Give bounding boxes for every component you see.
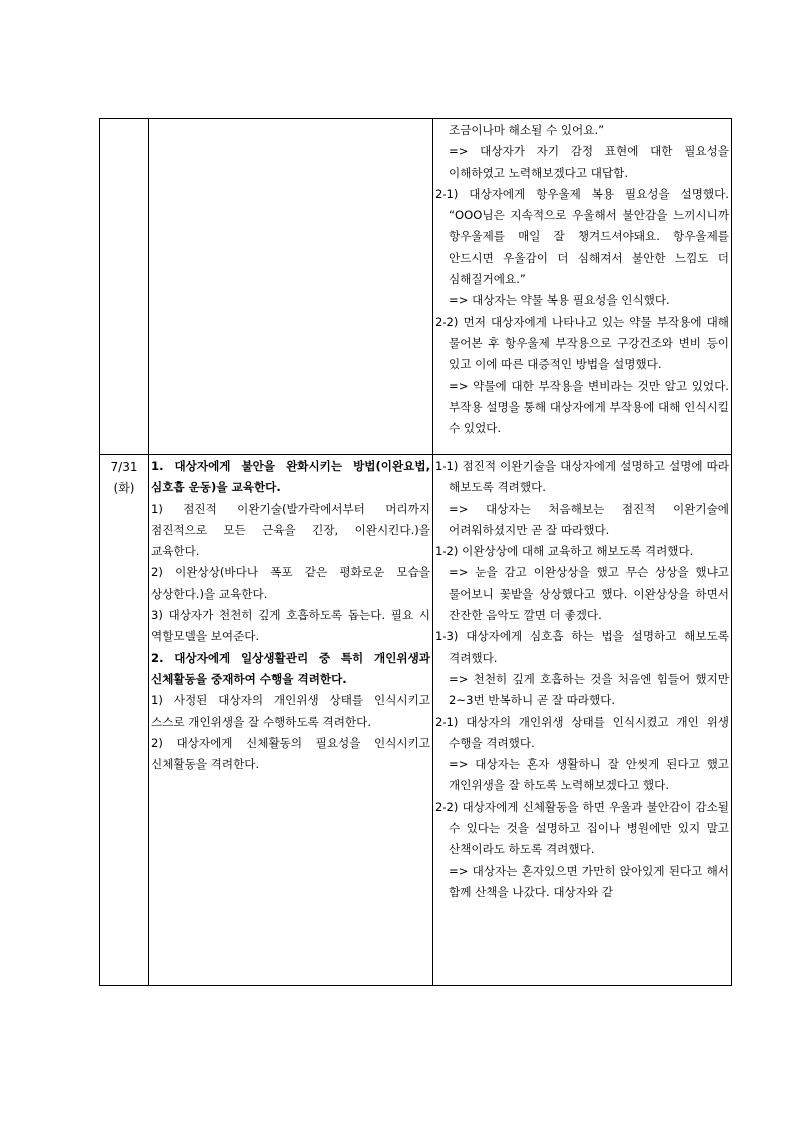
evaluation-cell [433, 455, 732, 986]
evaluation-paragraph: => 약물에 대한 부작용을 변비라는 것만 알고 있었다. 부작용 설명을 통해 대상자에게 부작용에 대해 인식시킬 수 있었다. [449, 378, 729, 436]
evaluation-paragraph: 1-2) 이완상상에 대해 교육하고 해보도록 격려했다. [435, 544, 694, 559]
evaluation-paragraph: 2-2) 먼저 대상자에게 나타나고 있는 약물 부작용에 대해 물어본 후 항우울제 부작용으로 구강건조와 변비 등이 있고 이에 따른 대증적인 방법을 설명했다. [435, 314, 729, 372]
plan-paragraph: 2) 이완상상(바다나 폭포 같은 평화로운 모습을 상상한다.)을 교육한다. [151, 565, 430, 601]
evaluation-paragraph: => 대상자는 처음해보는 점진적 이완기술에 어려워하셨지만 곧 잘 따라했다. [449, 501, 729, 537]
evaluation-paragraph: => 눈을 감고 이완상상을 했고 무슨 상상을 했냐고 물어보니 꽃밭을 상상했다고 했다. 이완상상을 하면서 잔잔한 음악도 깔면 더 좋겠다. [449, 565, 729, 623]
care-plan-table [99, 118, 732, 986]
plan-paragraph: 2. 대상자에게 일상생활관리 중 특히 개인위생과 신체활동을 중재하여 수행을 격려한다. [151, 650, 430, 686]
table-row [100, 455, 732, 986]
evaluation-paragraph: => 대상자는 혼자있으면 가만히 앉아있게 된다고 해서 함께 산책을 나갔다. 대상자와 같 [449, 863, 729, 899]
evaluation-paragraph: 2-2) 대상자에게 신체활동을 하면 우울과 불안감이 감소될 수 있다는 것을 설명하고 집이나 병원에만 있지 말고 산책이라도 하도록 격려했다. [435, 799, 729, 857]
evaluation-paragraph: => 대상자는 혼자 생활하니 잘 안씻게 된다고 했고 개인위생을 잘 하도록 노력해보겠다고 했다. [449, 757, 729, 793]
evaluation-paragraph: => 천천히 깊게 호흡하는 것을 처음엔 힘들어 했지만 2~3번 반복하니 곧 잘 따라했다. [449, 671, 729, 708]
evaluation-paragraph: => 대상자가 자기 감정 표현에 대한 필요성을 이해하였고 노력해보겠다고 대답함. [449, 144, 729, 180]
evaluation-paragraph: => 대상자는 약물 복용 필요성을 인식했다. [449, 293, 670, 308]
plan-paragraph: 2) 대상자에게 신체활동의 필요성을 인식시키고 신체활동을 격려한다. [151, 735, 430, 772]
plan-paragraph: 1. 대상자에게 불안을 완화시키는 방법(이완요법, 심호흡 운동)을 교육한다. [151, 459, 430, 495]
plan-cell [149, 119, 433, 455]
evaluation-paragraph: 1-3) 대상자에게 심호흡 하는 법을 설명하고 해보도록 격려했다. [435, 629, 729, 665]
plan-cell [149, 455, 433, 986]
plan-paragraph: 1) 점진적 이완기술(발가락에서부터 머리까지 점진적으로 모든 근육을 긴장, 이완시킨다.)을 교육한다. [151, 501, 430, 559]
date-cell [100, 455, 149, 986]
date-day: 7/31 [110, 460, 138, 474]
plan-paragraph: 3) 대상자가 천천히 깊게 호흡하도록 돕는다. 필요 시 역할모델을 보여준다. [151, 608, 430, 644]
evaluation-paragraph: 2-1) 대상자에게 항우울제 복용 필요성을 설명했다. “OOO님은 지속적으로 우울해서 불안감을 느끼시니까 항우울제를 매일 잘 챙겨드셔야돼요. 항우울제를 안드시면 우울감이 더 심해져서 불안한 느낌도 더 심해질거에요.” [435, 186, 729, 287]
table-row [100, 119, 732, 455]
date-cell [100, 119, 149, 455]
date-weekday: (화) [113, 481, 135, 496]
plan-paragraph: 1) 사정된 대상자의 개인위생 상태를 인식시키고 스스로 개인위생을 잘 수행하도록 격려한다. [151, 693, 430, 729]
evaluation-cell [433, 119, 732, 455]
evaluation-paragraph: 조금이나마 해소될 수 있어요.” [449, 123, 605, 137]
evaluation-paragraph: 1-1) 점진적 이완기술을 대상자에게 설명하고 설명에 따라 해보도록 격려했다. [435, 459, 729, 495]
evaluation-paragraph: 2-1) 대상자의 개인위생 상태를 인식시켰고 개인 위생 수행을 격려했다. [435, 714, 729, 750]
